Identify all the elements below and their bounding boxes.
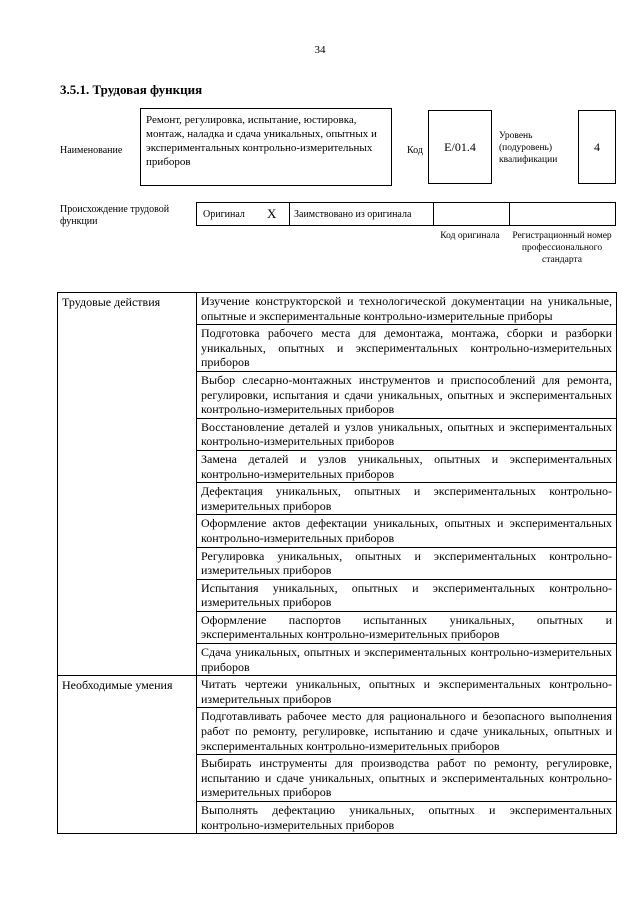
- table-row: Сдача уникальных, опытных и экспериментальных контрольно-измерительных приборов: [201, 645, 612, 674]
- table-row: Выбирать инструменты для производства работ по ремонту, регулировке, испытанию и сдаче уникальных, опытных и экспериментальных контрольно-измерительных приборов: [197, 755, 616, 802]
- code-label: Код: [407, 145, 423, 156]
- name-value: Ремонт, регулировка, испытание, юстировка, монтаж, наладка и сдача уникальных, опытных и экспериментальных контрольно-измерительных приборов: [146, 114, 377, 168]
- table-row: Замена деталей и узлов уникальных, опытных и экспериментальных контрольно-измерительных приборов: [197, 451, 616, 483]
- group-title: Трудовые действия: [58, 293, 197, 675]
- level-label: Уровень (подуровень) квалификации: [499, 131, 558, 165]
- origin-row: [196, 202, 616, 226]
- origin-label: Происхождение трудовой функции: [60, 204, 170, 227]
- original-mark: X: [267, 206, 277, 221]
- name-value-box: [140, 108, 392, 186]
- table-row: Читать чертежи уникальных, опытных и экспериментальных контрольно-измерительных приборов: [197, 676, 616, 708]
- page-number: 34: [314, 44, 326, 56]
- table-row: Дефектация уникальных, опытных и экспериментальных контрольно-измерительных приборов: [197, 483, 616, 515]
- table-row: Оформление актов дефектации уникальных, опытных и экспериментальных контрольно-измерительных приборов: [197, 515, 616, 547]
- level-value-box: [578, 110, 616, 184]
- group-title: Необходимые умения: [58, 676, 197, 833]
- code-caption: Код оригинала: [440, 231, 500, 241]
- code-cell: [433, 203, 508, 225]
- table-row: Оформление паспортов испытанных уникальных, опытных и экспериментальных контрольно-измерительных приборов: [197, 612, 616, 644]
- name-label: Наименование: [60, 145, 123, 156]
- reg-cell: [509, 203, 616, 225]
- table-group: [58, 676, 616, 833]
- original-label: Оригинал: [203, 208, 245, 220]
- section-title: 3.5.1. Трудовая функция: [60, 82, 203, 97]
- functions-table: [57, 292, 617, 834]
- table-row: Выбор слесарно-монтажных инструментов и приспособлений для ремонта, регулировки, испытания и сдачи уникальных, опытных и экспериментальных контрольно-измерительных приборов: [197, 372, 616, 419]
- table-group: [58, 293, 616, 676]
- table-row: Восстановление деталей и узлов уникальных, опытных и экспериментальных контрольно-измерительных приборов: [197, 419, 616, 451]
- table-row: Испытания уникальных, опытных и экспериментальных контрольно-измерительных приборов: [197, 580, 616, 612]
- reg-caption: Регистрационный номер профессионального стандарта: [512, 231, 612, 265]
- table-row: Регулировка уникальных, опытных и экспериментальных контрольно-измерительных приборов: [197, 548, 616, 580]
- code-value: E/01.4: [444, 139, 476, 154]
- group-items: [197, 676, 616, 833]
- borrowed-label: Заимствовано из оригинала: [289, 203, 434, 225]
- code-value-box: [428, 110, 492, 184]
- group-items: [197, 293, 616, 675]
- table-row: Подготавливать рабочее место для рационального и безопасного выполнения работ по ремонту, регулировке, испытанию и сдаче уникальных, опытных и экспериментальных контрольно-измерительных приборов: [197, 708, 616, 755]
- level-value: 4: [594, 139, 600, 154]
- table-row: Изучение конструкторской и технологической документации на уникальные, опытные и экспериментальные контрольно-измерительные приборы: [197, 293, 616, 325]
- table-row: Выполнять дефектацию уникальных, опытных и экспериментальных контрольно-измерительных приборов: [201, 803, 612, 832]
- table-row: Подготовка рабочего места для демонтажа, монтажа, сборки и разборки уникальных, опытных и экспериментальных контрольно-измерительных приборов: [197, 325, 616, 372]
